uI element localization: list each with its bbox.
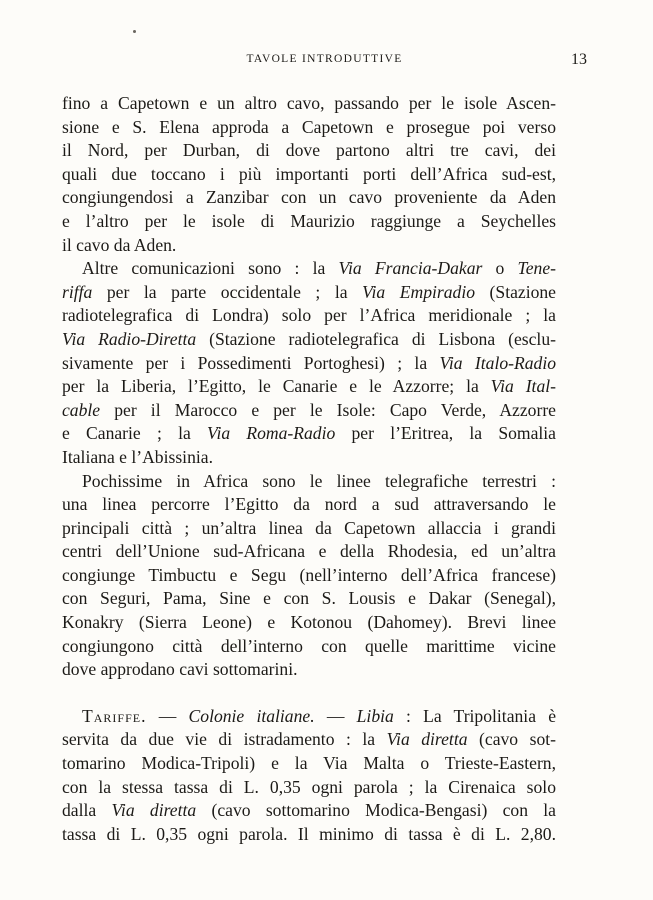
text-line: una linea percorre l’Egitto da nord a sud attraversando le bbox=[62, 494, 556, 515]
text-line: con la stessa tassa di L. 0,35 ogni parola ; la Cirenaica solo bbox=[62, 776, 556, 797]
italic-term: Via Italo-Radio bbox=[439, 352, 556, 373]
italic-term: Via diretta bbox=[111, 800, 197, 821]
body-text bbox=[62, 92, 556, 846]
text-line: centri dell’Unione sud-Africana e della Rhodesia, ed un’altra bbox=[62, 541, 556, 562]
text-line: tomarino Modica-Tripoli) e la Via Malta o Trieste-Eastern, bbox=[62, 753, 556, 774]
text-line: il Nord, per Durban, di dove partono altri tre cavi, dei bbox=[62, 140, 556, 161]
text-line: dove approdano cavi sottomarini. bbox=[62, 659, 298, 680]
running-title: TAVOLE INTRODUTTIVE bbox=[246, 53, 403, 65]
text-line: cable per il Marocco e per le Isole: Capo Verde, Azzorre bbox=[62, 399, 556, 420]
text-line: congiungono città dell’interno con quelle marittime vicine bbox=[62, 635, 556, 656]
text-line: e Canarie ; la Via Roma-Radio per l’Eritrea, la Somalia bbox=[62, 423, 556, 444]
page-header bbox=[62, 53, 587, 73]
italic-term: Libia bbox=[356, 705, 394, 726]
text-line: radiotelegrafica di Londra) solo per l’Africa meridionale ; la bbox=[62, 305, 556, 326]
text-line: per la Liberia, l’Egitto, le Canarie e le Azzorre; la Via Ital- bbox=[62, 376, 556, 397]
italic-term: Via Radio-Diretta bbox=[62, 328, 197, 349]
text-line: congiungendosi a Zanzibar con un cavo proveniente da Aden bbox=[62, 187, 556, 208]
text-line: fino a Capetown e un altro cavo, passando per le isole Ascen- bbox=[62, 93, 556, 113]
italic-term: Via Ital- bbox=[490, 376, 556, 397]
italic-term: riffa bbox=[62, 281, 93, 302]
italic-term: Via Francia-Dakar bbox=[338, 258, 483, 279]
italic-term: Via Empiradio bbox=[362, 281, 476, 302]
text-line: servita da due vie di istradamento : la Via diretta (cavo sot- bbox=[62, 729, 556, 750]
ink-speck bbox=[133, 30, 136, 33]
text-line: Italiana e l’Abissinia. bbox=[62, 446, 213, 467]
text-line: Pochissime in Africa sono le linee telegrafiche terrestri : bbox=[82, 470, 556, 491]
text-line: quali due toccano i più importanti porti dell’Africa sud-est, bbox=[62, 163, 556, 184]
italic-term: Via diretta bbox=[386, 729, 468, 750]
italic-term: Colonie italiane. bbox=[188, 705, 315, 726]
italic-term: Via Roma-Radio bbox=[207, 423, 336, 444]
page-number: 13 bbox=[571, 51, 587, 68]
section-heading: Tariffe. bbox=[82, 705, 147, 726]
italic-term: Tene- bbox=[517, 258, 556, 279]
text-line: dalla Via diretta (cavo sottomarino Modica-Bengasi) con la bbox=[62, 800, 556, 821]
text-line: sivamente per i Possedimenti Portoghesi) ; la Via Italo-Radio bbox=[62, 352, 556, 373]
text-line: congiunge Timbuctu e Segu (nell’interno dell’Africa francese) bbox=[62, 564, 556, 585]
italic-term: cable bbox=[62, 399, 101, 420]
text-line: Tariffe. — Colonie italiane. — Libia : La Tripolitania è bbox=[82, 705, 556, 726]
text-line: Altre comunicazioni sono : la Via Francia-Dakar o Tene- bbox=[82, 258, 556, 279]
section-gap bbox=[62, 682, 556, 705]
text-line: Via Radio-Diretta (Stazione radiotelegrafica di Lisbona (esclu- bbox=[62, 328, 556, 349]
text-line: e l’altro per le isole di Maurizio raggiunge a Seychelles bbox=[62, 210, 556, 231]
text-line: Konakry (Sierra Leone) e Kotonou (Dahomey). Brevi linee bbox=[62, 612, 556, 633]
text-line: principali città ; un’altra linea da Capetown allaccia i grandi bbox=[62, 517, 556, 538]
text-line: il cavo da Aden. bbox=[62, 234, 177, 255]
text-line: tassa di L. 0,35 ogni parola. Il minimo di tassa è di L. 2,80. bbox=[62, 823, 556, 844]
text-line: riffa per la parte occidentale ; la Via Empiradio (Stazione bbox=[62, 281, 556, 302]
text-line: con Seguri, Pama, Sine e con S. Lousis e Dakar (Senegal), bbox=[62, 588, 556, 609]
text-line: sione e S. Elena approda a Capetown e prosegue poi verso bbox=[62, 116, 556, 137]
